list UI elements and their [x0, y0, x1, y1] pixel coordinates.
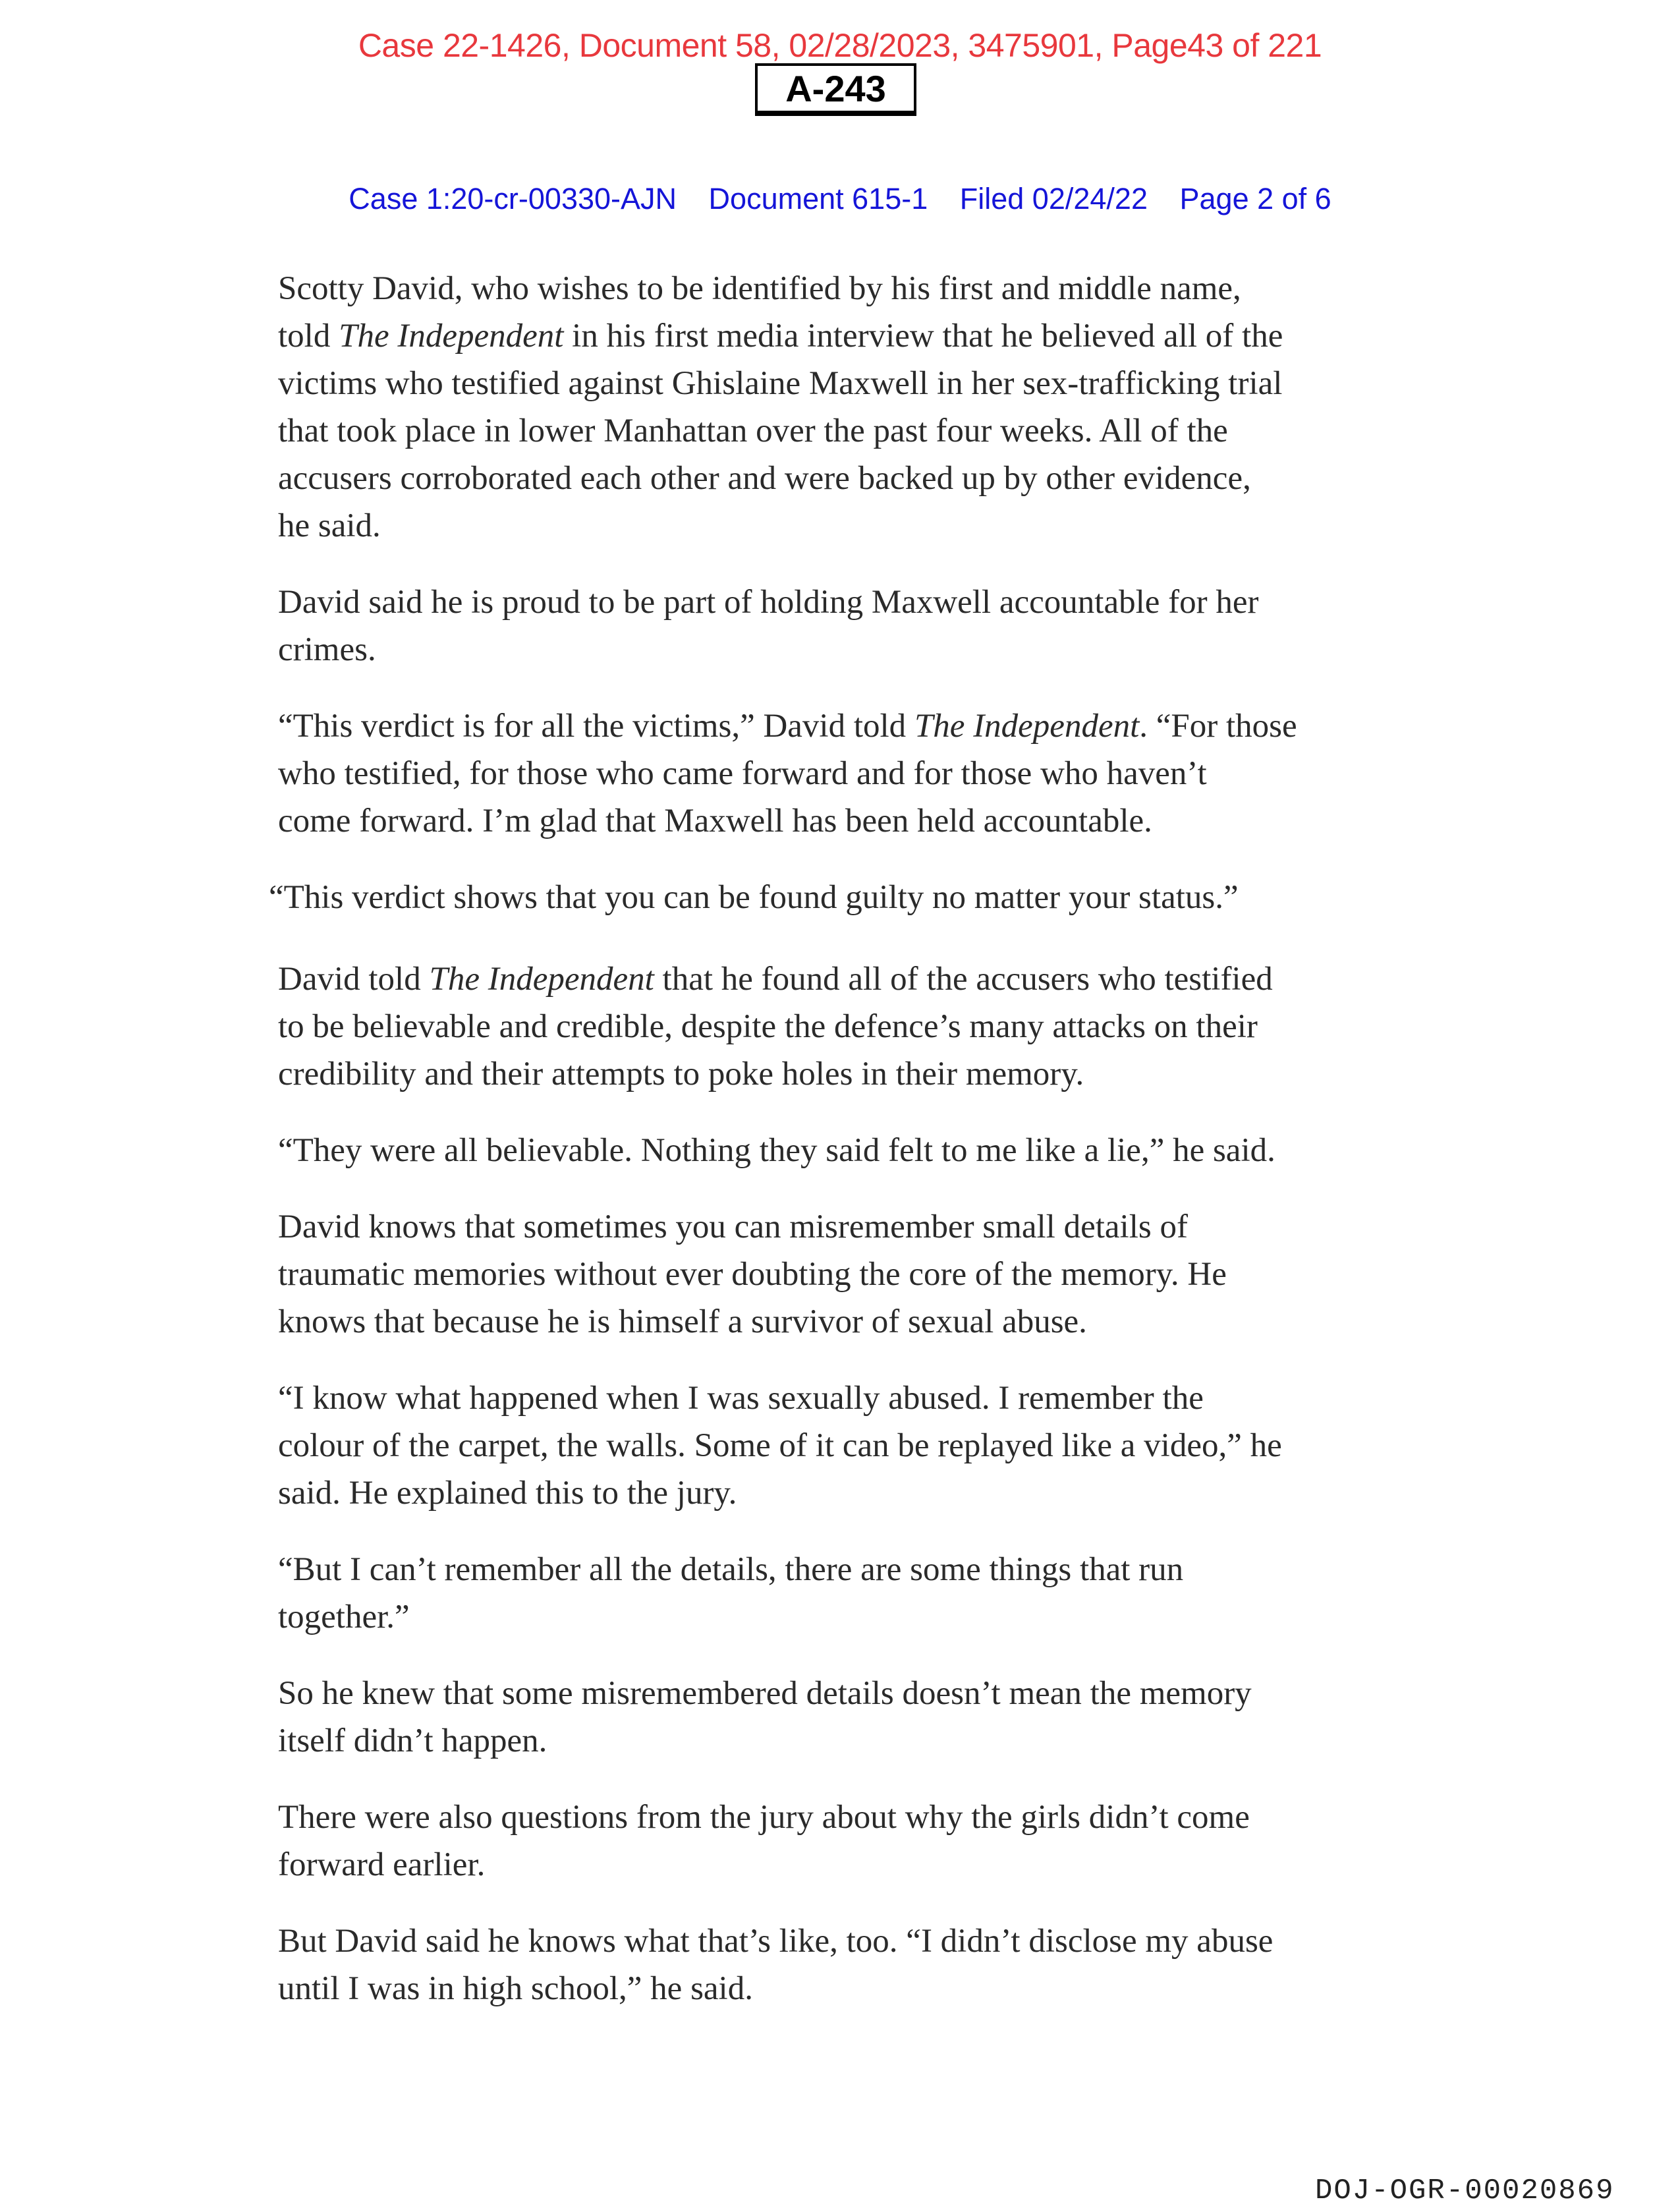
text-line	[278, 1469, 1398, 1517]
publication-name: The Independent	[339, 318, 564, 354]
text-segment: victims who testified against Ghislaine Maxwell in her sex-trafficking trial	[278, 365, 1283, 402]
article-paragraph	[278, 702, 1398, 845]
district-case-number: Case 1:20-cr-00330-AJN	[349, 182, 677, 215]
text-segment: itself didn’t happen.	[278, 1722, 547, 1759]
bates-number: DOJ-OGR-00020869	[1315, 2174, 1615, 2207]
text-segment: “I know what happened when I was sexually abused. I remember the	[278, 1380, 1204, 1417]
text-segment: who testified, for those who came forward and for those who haven’t	[278, 755, 1207, 792]
article-paragraph	[278, 1794, 1398, 1888]
text-segment: credibility and their attempts to poke holes in their memory.	[278, 1056, 1084, 1092]
text-line	[278, 265, 1398, 312]
text-line	[278, 702, 1398, 750]
text-segment: “This verdict shows that you can be found guilty no matter your status.”	[269, 879, 1239, 916]
text-line	[278, 1546, 1398, 1593]
text-segment: But David said he knows what that’s like, too. “I didn’t disclose my abuse	[278, 1923, 1274, 1960]
text-line	[278, 360, 1398, 407]
text-segment: There were also questions from the jury about why the girls didn’t come	[278, 1799, 1250, 1836]
text-segment: traumatic memories without ever doubting the core of the memory. He	[278, 1256, 1227, 1293]
text-segment: accusers corroborated each other and were backed up by other evidence,	[278, 460, 1251, 497]
article-paragraph	[278, 1546, 1398, 1641]
text-segment: together.”	[278, 1599, 410, 1635]
article-paragraph	[278, 1917, 1398, 2012]
text-segment: he said.	[278, 507, 381, 544]
article-paragraph	[269, 874, 1398, 921]
district-document-number: Document 615-1	[708, 182, 928, 215]
article-paragraph	[278, 1127, 1398, 1174]
text-segment: Scotty David, who wishes to be identified by his first and middle name,	[278, 270, 1241, 307]
text-segment: to be believable and credible, despite the defence’s many attacks on their	[278, 1008, 1258, 1045]
text-line	[278, 1203, 1398, 1251]
text-line	[278, 1422, 1398, 1469]
text-segment: crimes.	[278, 631, 376, 668]
publication-name: The Independent	[429, 961, 654, 998]
text-segment: that he found all of the accusers who testified	[654, 961, 1273, 998]
district-filed-date: Filed 02/24/22	[959, 182, 1148, 215]
text-line	[278, 797, 1398, 845]
appendix-page-number: A-243	[755, 63, 916, 116]
text-line	[278, 1375, 1398, 1422]
district-case-header	[0, 182, 1680, 216]
text-line	[278, 1841, 1398, 1888]
article-paragraph	[278, 1670, 1398, 1765]
text-segment: David said he is proud to be part of holding Maxwell accountable for her	[278, 584, 1259, 621]
article-paragraph	[278, 1375, 1398, 1517]
text-line	[278, 626, 1398, 673]
text-segment: come forward. I’m glad that Maxwell has been held accountable.	[278, 803, 1152, 839]
text-segment: that took place in lower Manhattan over the past four weeks. All of the	[278, 412, 1228, 449]
text-line	[278, 312, 1398, 360]
text-line	[278, 1965, 1398, 2012]
text-line	[278, 1127, 1398, 1174]
text-segment: “This verdict is for all the victims,” David told	[278, 708, 914, 745]
text-segment: forward earlier.	[278, 1846, 486, 1883]
text-segment: David told	[278, 961, 430, 998]
text-segment: “They were all believable. Nothing they said felt to me like a lie,” he said.	[278, 1132, 1275, 1169]
text-line	[278, 455, 1398, 502]
text-segment: “But I can’t remember all the details, there are some things that run	[278, 1551, 1184, 1588]
text-line	[278, 1794, 1398, 1841]
text-line	[278, 1593, 1398, 1641]
text-segment: colour of the carpet, the walls. Some of it can be replayed like a video,” he	[278, 1427, 1282, 1464]
text-line	[278, 1670, 1398, 1717]
text-segment: So he knew that some misremembered details doesn’t mean the memory	[278, 1675, 1252, 1712]
text-line	[278, 1003, 1398, 1050]
text-line	[278, 750, 1398, 797]
article-paragraph	[278, 1203, 1398, 1346]
article-body	[269, 265, 1398, 2041]
article-paragraph	[278, 265, 1398, 550]
text-line	[278, 1298, 1398, 1346]
publication-name: The Independent	[914, 708, 1140, 745]
text-line	[278, 407, 1398, 455]
text-segment: said. He explained this to the jury.	[278, 1475, 737, 1512]
text-line	[278, 1717, 1398, 1765]
text-segment: told	[278, 318, 339, 354]
text-segment: until I was in high school,” he said.	[278, 1970, 753, 2007]
text-segment: David knows that sometimes you can misremember small details of	[278, 1208, 1188, 1245]
article-paragraph	[278, 579, 1398, 673]
text-line	[278, 955, 1398, 1003]
article-paragraph	[278, 955, 1398, 1098]
text-line	[278, 1917, 1398, 1965]
text-line	[278, 1050, 1398, 1098]
text-segment: in his first media interview that he believed all of the	[563, 318, 1283, 354]
text-line	[269, 874, 1398, 921]
text-segment: knows that because he is himself a survivor of sexual abuse.	[278, 1303, 1087, 1340]
appellate-case-stamp: Case 22-1426, Document 58, 02/28/2023, 3475901, Page43 of 221	[358, 27, 1322, 64]
district-page-number: Page 2 of 6	[1179, 182, 1331, 215]
text-line	[278, 502, 1398, 550]
text-line	[278, 579, 1398, 626]
text-segment: . “For those	[1139, 708, 1297, 745]
text-line	[278, 1251, 1398, 1298]
